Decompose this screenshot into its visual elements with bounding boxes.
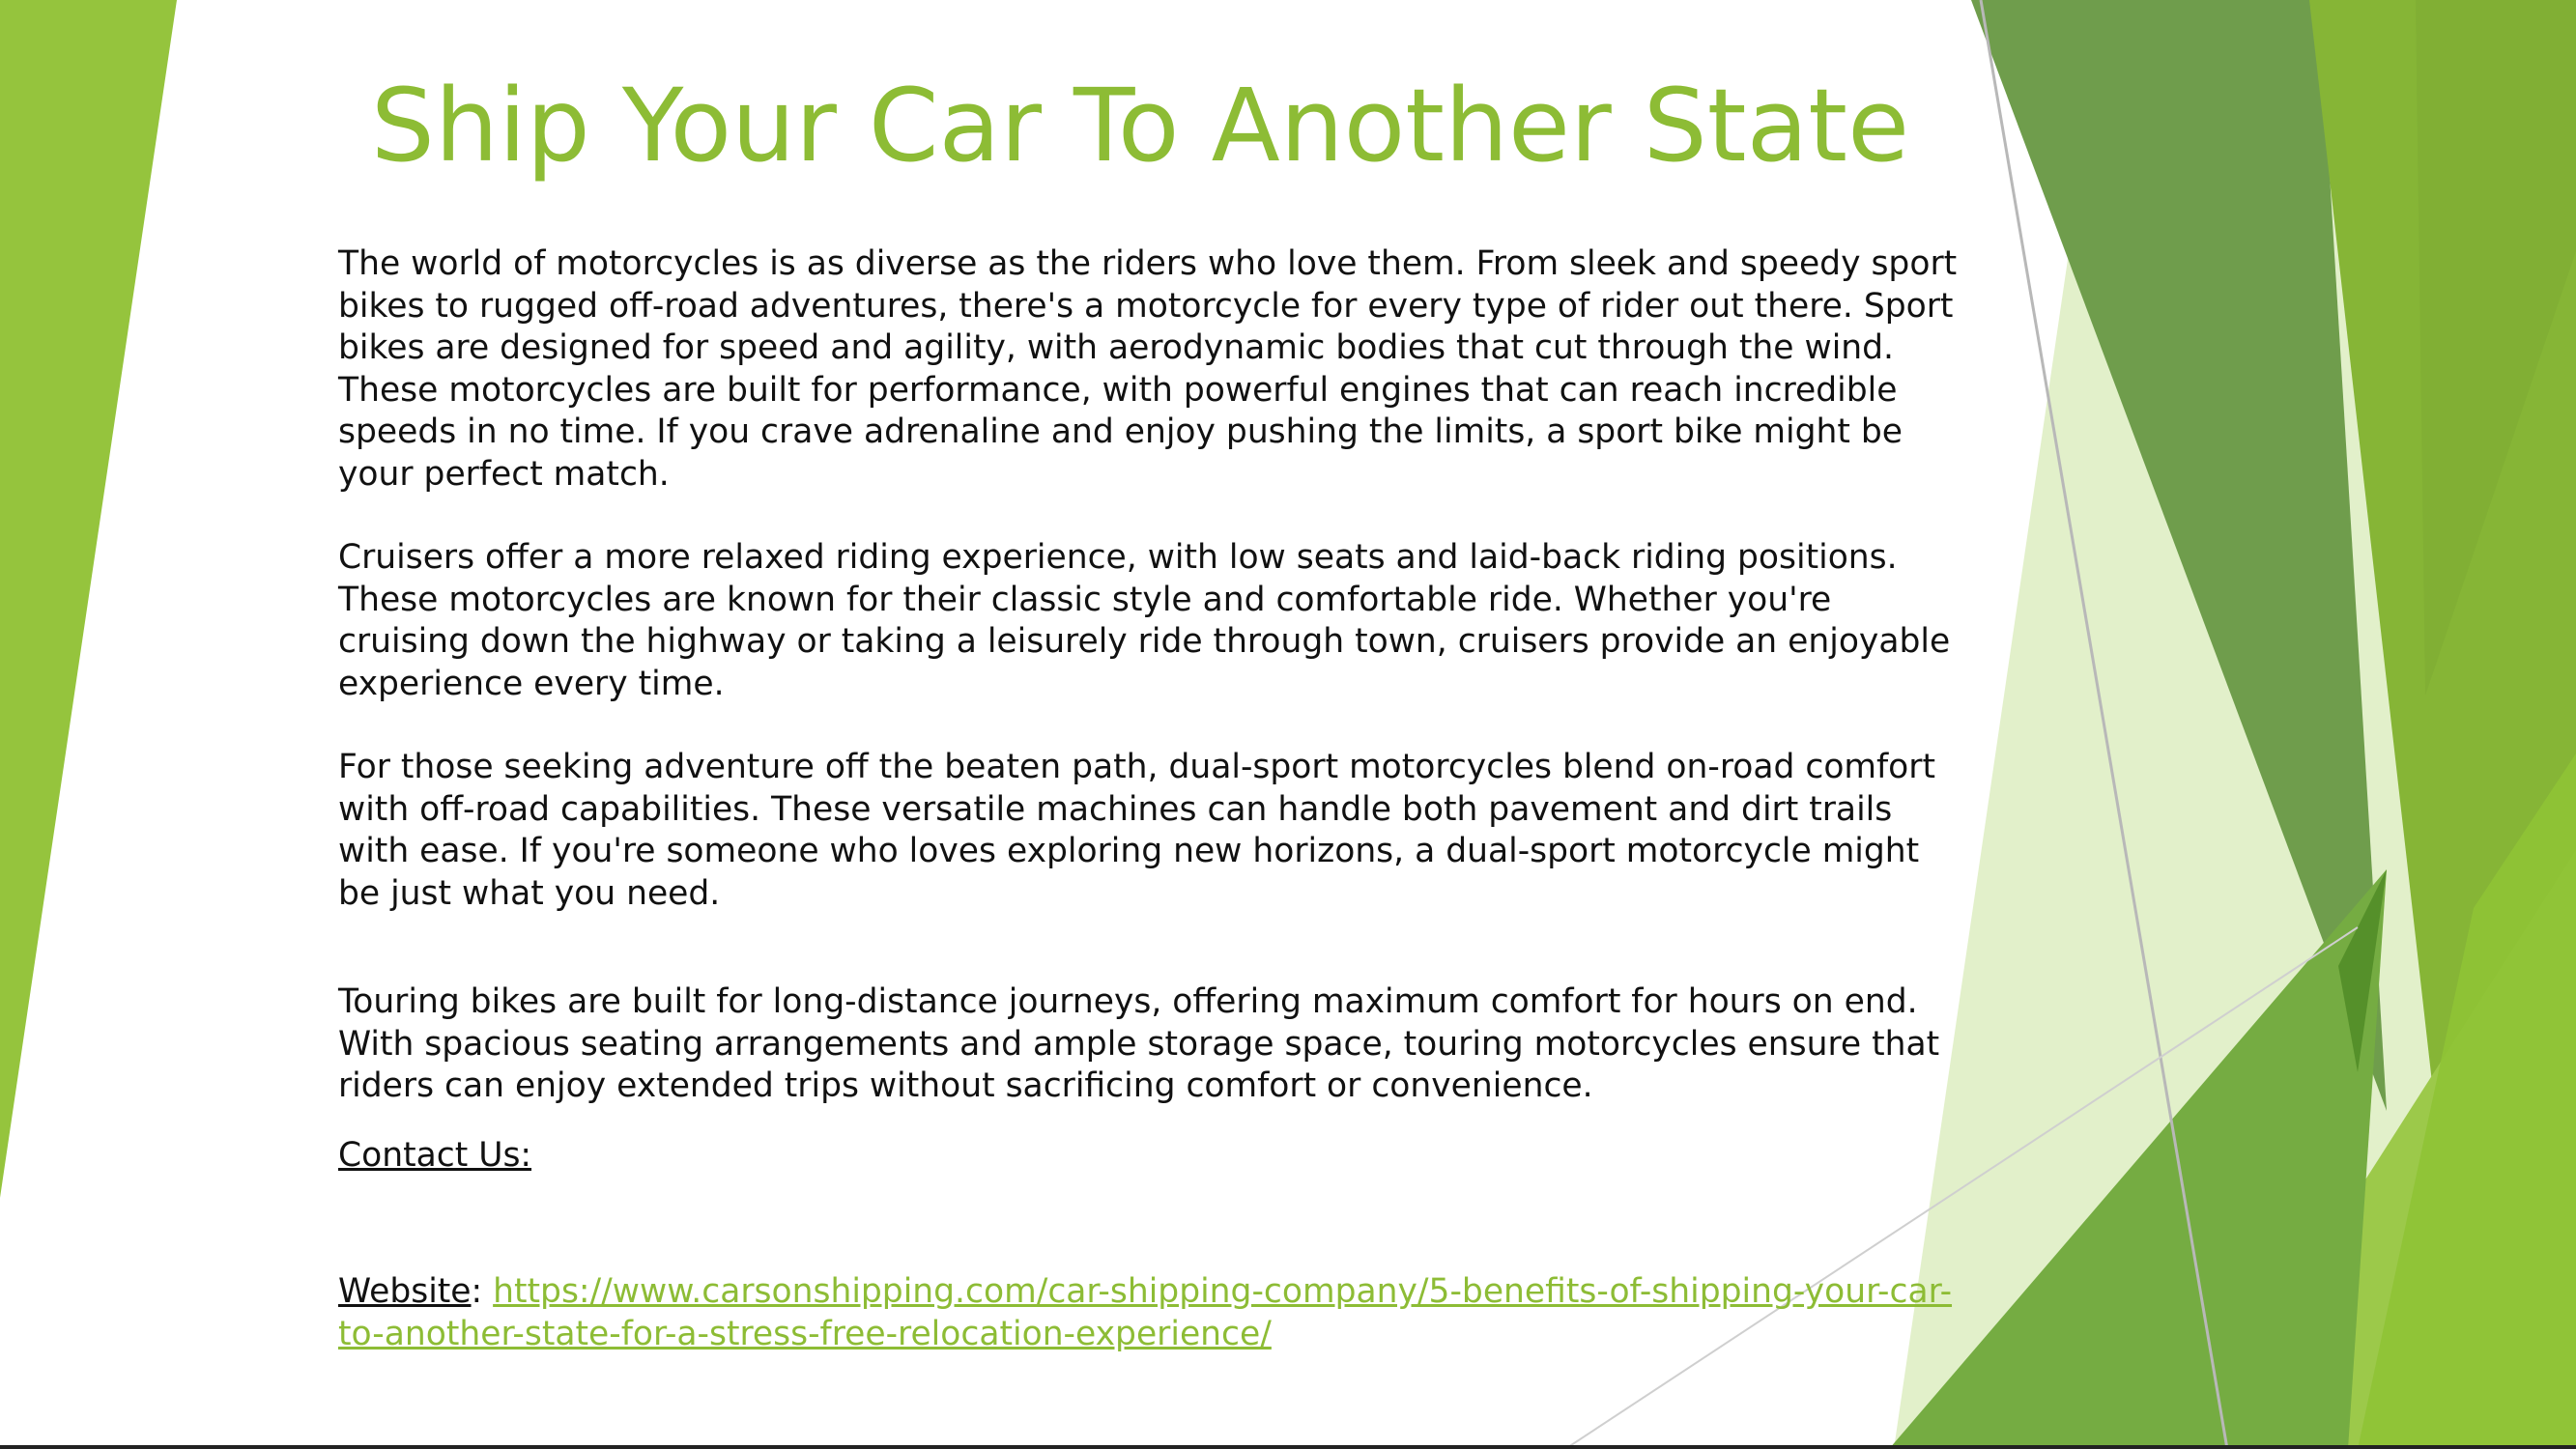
- bottom-border: [0, 1445, 2576, 1449]
- website-link[interactable]: https://www.carsonshipping.com/car-shipping-company/5-benefits-of-shipping-your-car-to-another-state-for-a-stress-free-relocation-experience/: [338, 1272, 1953, 1353]
- left-green-wedge: [0, 0, 177, 1198]
- website-separator: :: [471, 1272, 494, 1311]
- website-line: [338, 1271, 1961, 1355]
- slide-body: [338, 243, 1961, 1355]
- website-label: Website: [338, 1272, 472, 1311]
- paragraph-touring: Touring bikes are built for long-distance journeys, offering maximum comfort for hours on end. With spacious seating arrangements and ample storage space, touring motorcycles ensure that riders can enjoy extended trips without sacrificing comfort or convenience.: [338, 982, 1940, 1105]
- paragraph-cruisers: Cruisers offer a more relaxed riding experience, with low seats and laid-back riding positions. These motorcycles are known for their classic style and comfortable ride. Whether you're cruising down the highway or taking a leisurely ride through town, cruisers provide an enjoyable experience every time.: [338, 538, 1951, 703]
- paragraph-dual-sport: For those seeking adventure off the beaten path, dual-sport motorcycles blend on-road comfort with off-road capabilities. These versatile machines can handle both pavement and dirt trails with ease. If you're someone who loves exploring new horizons, a dual-sport motorcycle might be just what you need.: [338, 748, 1936, 913]
- paragraph-sport-bikes: The world of motorcycles is as diverse as the riders who love them. From sleek and speedy sport bikes to rugged off-road adventures, there's a motorcycle for every type of rider out there. Sport bikes are designed for speed and agility, with aerodynamic bodies that cut through the wind. These motorcycles are built for performance, with powerful engines that can reach incredible speeds in no time. If you crave adrenaline and enjoy pushing the limits, a sport bike might be your perfect match.: [338, 244, 1958, 494]
- slide-title: Ship Your Car To Another State: [370, 67, 1910, 185]
- contact-us-label: Contact Us:: [338, 1135, 532, 1175]
